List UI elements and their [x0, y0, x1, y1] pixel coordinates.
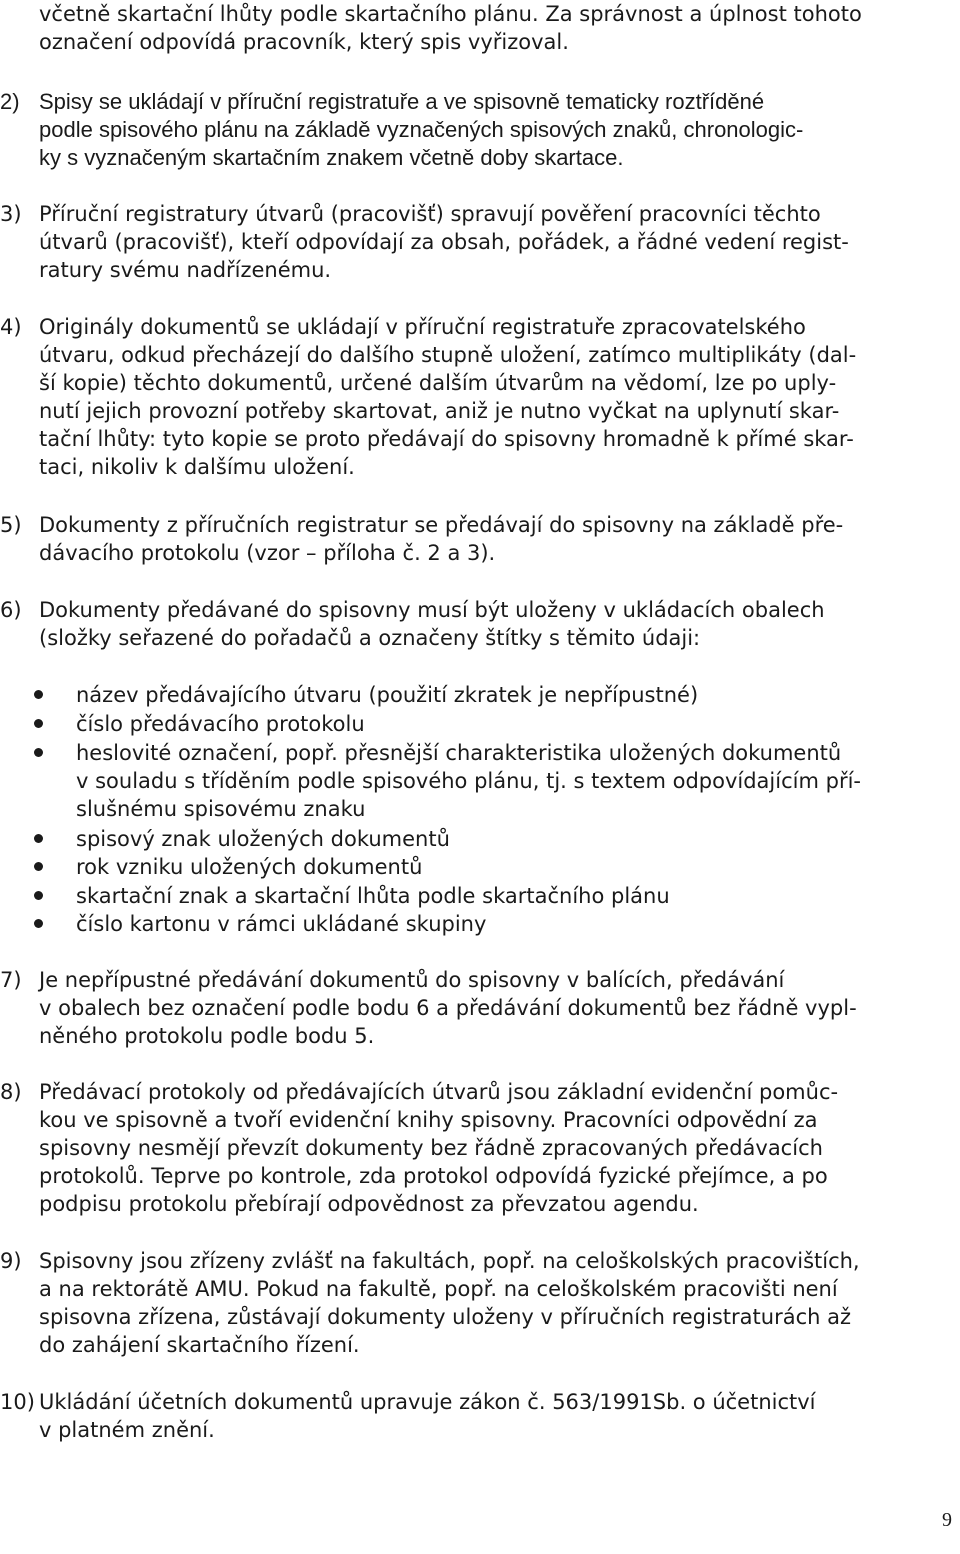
item-line: útvarů (pracovišť), kteří odpovídají za obsah, pořádek, a řádné vedení regist- — [39, 230, 849, 254]
item-line: v platném znění. — [39, 1418, 215, 1442]
item-number: 10) — [0, 1390, 35, 1414]
item-line: ratury svému nadřízenému. — [39, 258, 332, 282]
bullet-icon — [34, 834, 43, 843]
item-number: 5) — [0, 513, 22, 537]
bullet-icon — [34, 862, 43, 871]
item-line: podle spisového plánu na základě vyznačených spisových znaků, chronologic- — [39, 117, 804, 142]
bullet-line: název předávajícího útvaru (použití zkratek je nepřípustné) — [76, 683, 699, 707]
bullet-icon — [34, 719, 43, 728]
item-line: něného protokolu podle bodu 5. — [39, 1024, 375, 1048]
bullet-line: číslo kartonu v rámci ukládané skupiny — [76, 912, 487, 936]
item-line: spisovna zřízena, zůstávají dokumenty uloženy v příručních registraturách až — [39, 1305, 851, 1329]
item-number: 7) — [0, 968, 22, 992]
item-line: Originály dokumentů se ukládají v příruční registratuře zpracovatelského — [39, 315, 806, 339]
item-line: taci, nikoliv k dalšímu uložení. — [39, 455, 355, 479]
bullet-icon — [34, 748, 43, 757]
item-line: Dokumenty předávané do spisovny musí být uloženy v ukládacích obalech — [39, 598, 825, 622]
intro-line: označení odpovídá pracovník, který spis vyřizoval. — [39, 30, 569, 54]
item-line: Spisy se ukládají v příruční registratuře a ve spisovně tematicky roztříděné — [39, 89, 765, 114]
item-line: v obalech bez označení podle bodu 6 a předávání dokumentů bez řádně vypl- — [39, 996, 857, 1020]
item-number: 3) — [0, 202, 22, 226]
bullet-icon — [34, 891, 43, 900]
item-line: útvaru, odkud přecházejí do dalšího stupně uložení, zatímco multiplikáty (dal- — [39, 343, 857, 367]
page-number: 9 — [942, 1509, 952, 1531]
item-line: ky s vyznačeným skartačním znakem včetně doby skartace. — [39, 145, 624, 170]
item-line: protokolů. Teprve po kontrole, zda protokol odpovídá fyzické přejímce, a po — [39, 1164, 828, 1188]
bullet-line: rok vzniku uložených dokumentů — [76, 855, 423, 879]
item-line: Je nepřípustné předávání dokumentů do spisovny v balících, předávání — [39, 968, 785, 992]
item-number: 6) — [0, 598, 22, 622]
bullet-line: skartační znak a skartační lhůta podle skartačního plánu — [76, 884, 670, 908]
bullet-line: spisový znak uložených dokumentů — [76, 827, 450, 851]
item-line: Spisovny jsou zřízeny zvlášť na fakultách, popř. na celoškolských pracovištích, — [39, 1249, 860, 1273]
bullet-line: heslovité označení, popř. přesnější charakteristika uložených dokumentů — [76, 741, 842, 765]
item-line: dávacího protokolu (vzor – příloha č. 2 a 3). — [39, 541, 496, 565]
intro-line: včetně skartační lhůty podle skartačního plánu. Za správnost a úplnost tohoto — [39, 2, 862, 26]
item-line: spisovny nesmějí převzít dokumenty bez řádně zpracovaných předávacích — [39, 1136, 823, 1160]
item-line: kou ve spisovně a tvoří evidenční knihy spisovny. Pracovníci odpovědní za — [39, 1108, 818, 1132]
item-line: Ukládání účetních dokumentů upravuje zákon č. 563/1991Sb. o účetnictví — [39, 1390, 816, 1414]
item-line: do zahájení skartačního řízení. — [39, 1333, 360, 1357]
item-line: (složky seřazené do pořadačů a označeny štítky s těmito údaji: — [39, 626, 701, 650]
item-line: nutí jejich provozní potřeby skartovat, aniž je nutno vyčkat na uplynutí skar- — [39, 399, 840, 423]
item-line: Předávací protokoly od předávajících útvarů jsou základní evidenční pomůc- — [39, 1080, 839, 1104]
bullet-icon — [34, 919, 43, 928]
item-line: podpisu protokolu přebírají odpovědnost za převzatou agendu. — [39, 1192, 699, 1216]
item-line: a na rektorátě AMU. Pokud na fakultě, popř. na celoškolském pracovišti není — [39, 1277, 838, 1301]
bullet-icon — [34, 690, 43, 699]
item-line: Příruční registratury útvarů (pracovišť) spravují pověření pracovníci těchto — [39, 202, 821, 226]
item-number: 2) — [0, 89, 20, 114]
bullet-line: v souladu s tříděním podle spisového plánu, tj. s textem odpovídajícím pří- — [76, 769, 861, 793]
item-number: 9) — [0, 1249, 22, 1273]
item-number: 8) — [0, 1080, 22, 1104]
bullet-line: slušnému spisovému znaku — [76, 797, 366, 821]
bullet-line: číslo předávacího protokolu — [76, 712, 365, 736]
item-line: tační lhůty: tyto kopie se proto předávají do spisovny hromadně k přímé skar- — [39, 427, 854, 451]
item-line: Dokumenty z příručních registratur se předávají do spisovny na základě pře- — [39, 513, 844, 537]
item-line: ší kopie) těchto dokumentů, určené dalším útvarům na vědomí, lze po uply- — [39, 371, 837, 395]
item-number: 4) — [0, 315, 22, 339]
